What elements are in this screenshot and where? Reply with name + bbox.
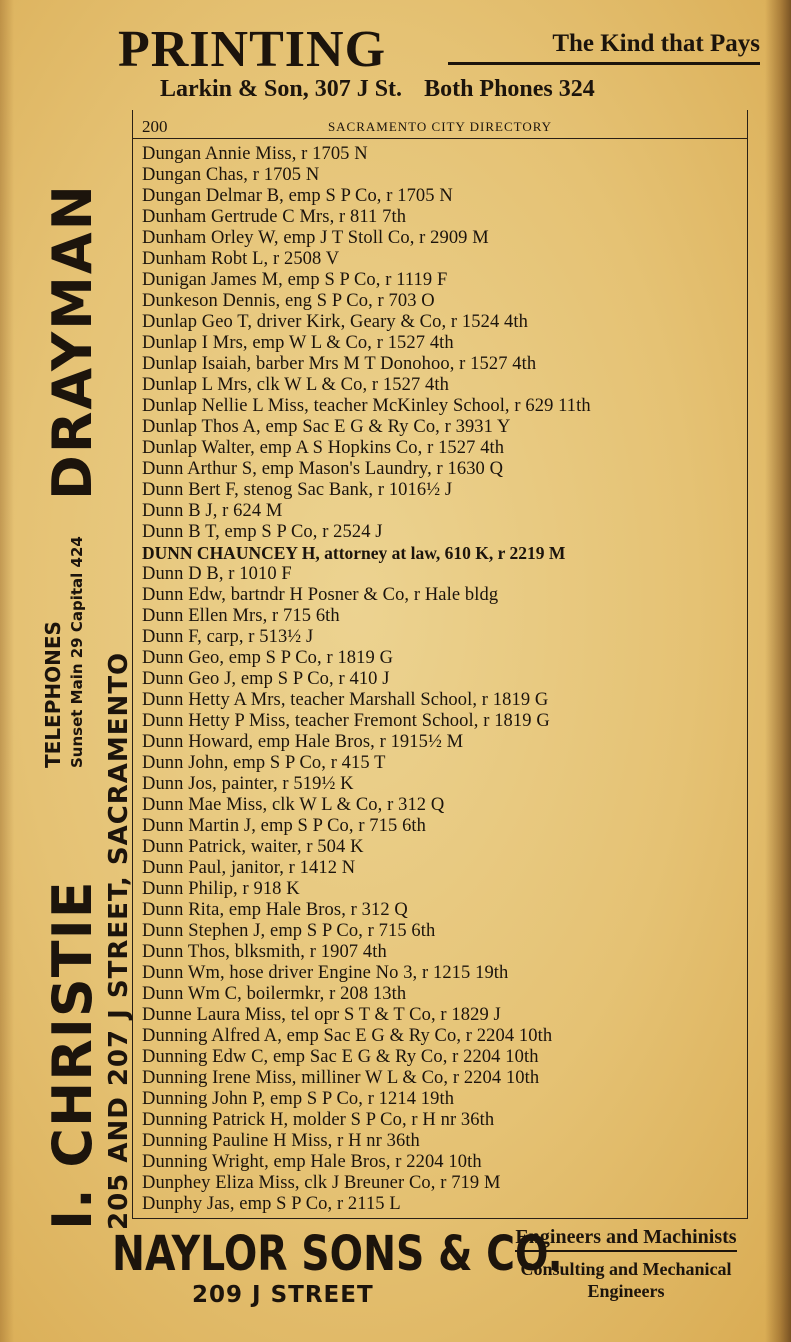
bottom-ad-firm: NAYLOR SONS & CO. <box>112 1226 563 1282</box>
page-header <box>133 116 747 139</box>
side-ad-telephones-label: TELEPHONES <box>41 621 65 768</box>
directory-entry: Dunning Patrick H, molder S P Co, r H nr 36th <box>142 1110 495 1130</box>
directory-entry: Dunning Wright, emp Hale Bros, r 2204 10th <box>142 1152 482 1172</box>
directory-entry: Dunlap Walter, emp A S Hopkins Co, r 1527 4th <box>142 438 505 458</box>
directory-entry: Dunkeson Dennis, eng S P Co, r 703 O <box>142 291 435 311</box>
page-number: 200 <box>142 117 168 136</box>
side-ad-address: 205 AND 207 J STREET, SACRAMENTO <box>104 651 134 1230</box>
directory-entry: Dunn Wm C, boilermkr, r 208 13th <box>142 984 407 1004</box>
side-ad-trade: DRAYMAN <box>41 183 104 500</box>
directory-entry: Dunn Philip, r 918 K <box>142 879 300 899</box>
directory-entry: Dunlap L Mrs, clk W L & Co, r 1527 4th <box>142 375 449 395</box>
directory-entry: Dunn Geo, emp S P Co, r 1819 G <box>142 648 394 668</box>
directory-entry: Dunn B T, emp S P Co, r 2524 J <box>142 522 383 542</box>
bottom-advertisement <box>112 1224 762 1314</box>
directory-entry: Dunham Orley W, emp J T Stoll Co, r 2909 M <box>142 228 489 248</box>
directory-entry: Dunn Jos, painter, r 519½ K <box>142 774 354 794</box>
bottom-ad-services <box>496 1224 756 1302</box>
directory-entry: Dunn Thos, blksmith, r 1907 4th <box>142 942 387 962</box>
directory-entry: Dunn Mae Miss, clk W L & Co, r 312 Q <box>142 795 445 815</box>
side-advertisement <box>38 130 148 1230</box>
directory-entry: Dunlap Isaiah, barber Mrs M T Donohoo, r 1527 4th <box>142 354 537 374</box>
directory-entry: Dunn Arthur S, emp Mason's Laundry, r 1630 Q <box>142 459 504 479</box>
bottom-ad-line2: Consulting and Mechanical <box>520 1259 732 1279</box>
directory-entry: Dunning Pauline H Miss, r H nr 36th <box>142 1131 420 1151</box>
directory-entry: Dunn Paul, janitor, r 1412 N <box>142 858 356 878</box>
side-ad-phones: Sunset Main 29 Capital 424 <box>68 536 86 768</box>
ad-firm: Larkin & Son, 307 J St. <box>160 76 403 102</box>
directory-entry: Dunn Geo J, emp S P Co, r 410 J <box>142 669 390 689</box>
directory-entry: Dunn D B, r 1010 F <box>142 564 292 584</box>
directory-entry: Dunigan James M, emp S P Co, r 1119 F <box>142 270 448 290</box>
directory-entry: Dunlap I Mrs, emp W L & Co, r 1527 4th <box>142 333 454 353</box>
ad-tagline: The Kind that Pays <box>448 30 760 65</box>
bottom-ad-address: 209 J STREET <box>192 1282 374 1308</box>
directory-entry: Dungan Annie Miss, r 1705 N <box>142 144 368 164</box>
directory-entries <box>142 144 742 1215</box>
directory-entry: Dunne Laura Miss, tel opr S T & T Co, r 1829 J <box>142 1005 501 1025</box>
directory-entry: Dunning Alfred A, emp Sac E G & Ry Co, r 2204 10th <box>142 1026 553 1046</box>
page-shadow-right <box>765 0 791 1342</box>
directory-entry: Dunning Irene Miss, milliner W L & Co, r 2204 10th <box>142 1068 540 1088</box>
ad-phones: Both Phones 324 <box>424 76 595 102</box>
directory-entry: Dunlap Thos A, emp Sac E G & Ry Co, r 3931 Y <box>142 417 511 437</box>
directory-entry: Dunn Ellen Mrs, r 715 6th <box>142 606 340 626</box>
directory-entry: Dunlap Geo T, driver Kirk, Geary & Co, r 1524 4th <box>142 312 528 332</box>
page-shadow-left <box>0 0 14 1342</box>
directory-entry: DUNN CHAUNCEY H, attorney at law, 610 K, r 2219 M <box>142 543 566 563</box>
directory-entry: Dunn Hetty A Mrs, teacher Marshall School, r 1819 G <box>142 690 549 710</box>
directory-entry: Dunn F, carp, r 513½ J <box>142 627 314 647</box>
bottom-ad-line3: Engineers <box>587 1281 665 1301</box>
directory-entry: Dunning Edw C, emp Sac E G & Ry Co, r 2204 10th <box>142 1047 539 1067</box>
directory-entry: Dunphy Jas, emp S P Co, r 2115 L <box>142 1194 401 1214</box>
directory-entry: Dunlap Nellie L Miss, teacher McKinley School, r 629 11th <box>142 396 591 416</box>
directory-entry: Dunn Stephen J, emp S P Co, r 715 6th <box>142 921 436 941</box>
directory-entry: Dunn John, emp S P Co, r 415 T <box>142 753 386 773</box>
directory-entry: Dunphey Eliza Miss, clk J Breuner Co, r 719 M <box>142 1173 501 1193</box>
directory-entry: Dunn Bert F, stenog Sac Bank, r 1016½ J <box>142 480 453 500</box>
directory-entry: Dunn B J, r 624 M <box>142 501 283 521</box>
directory-entry: Dunn Rita, emp Hale Bros, r 312 Q <box>142 900 408 920</box>
bottom-ad-line1: Engineers and Machinists <box>515 1224 736 1252</box>
top-advertisement <box>118 22 766 106</box>
directory-entry: Dunn Martin J, emp S P Co, r 715 6th <box>142 816 427 836</box>
ad-firm-line <box>160 74 791 104</box>
side-ad-name: I. CHRISTIE <box>41 880 104 1230</box>
directory-entry: Dunn Wm, hose driver Engine No 3, r 1215 19th <box>142 963 509 983</box>
directory-entry: Dungan Chas, r 1705 N <box>142 165 320 185</box>
directory-entry: Dunn Howard, emp Hale Bros, r 1915½ M <box>142 732 464 752</box>
ad-headline: PRINTING <box>118 21 387 78</box>
directory-entry: Dunning John P, emp S P Co, r 1214 19th <box>142 1089 455 1109</box>
directory-entry: Dunn Patrick, waiter, r 504 K <box>142 837 364 857</box>
directory-entry: Dunham Gertrude C Mrs, r 811 7th <box>142 207 407 227</box>
directory-entry: Dunn Edw, bartndr H Posner & Co, r Hale bldg <box>142 585 499 605</box>
directory-column <box>132 110 748 1219</box>
directory-entry: Dunham Robt L, r 2508 V <box>142 249 340 269</box>
directory-entry: Dungan Delmar B, emp S P Co, r 1705 N <box>142 186 453 206</box>
directory-entry: Dunn Hetty P Miss, teacher Fremont School, r 1819 G <box>142 711 550 731</box>
running-head: SACRAMENTO CITY DIRECTORY <box>327 119 553 134</box>
